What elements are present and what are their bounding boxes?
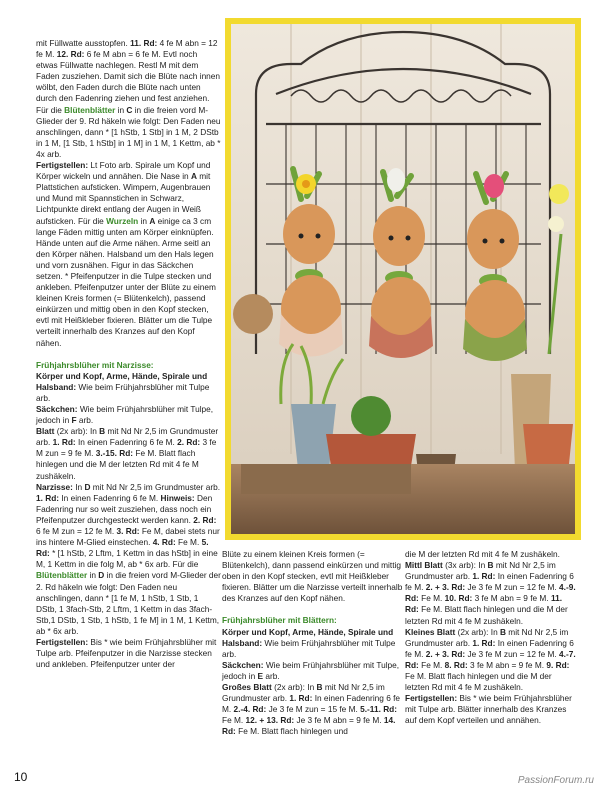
paragraph-body-parts-2: Körper und Kopf, Arme, Hände, Spirale und Halsband: Wie beim Frühjahrsblüher mit Tulpe arb. [222, 626, 396, 659]
paragraph-small-leaf: Kleines Blatt (2x arb): In B mit Nd Nr 2,5 im Grundmuster arb. 1. Rd: In einen Fadenring 6 fe M. 2. + 3. Rd: Je 3 fe M zun = 12 fe M. 4.-7. Rd: Fe M. 8. Rd: 3 fe M abn = 9 fe M. 9. Rd: Fe M. Blatt flach hinlegen und die M der letzten Rd mit 4 fe M zushäkeln. [405, 626, 576, 693]
middle-column [222, 549, 404, 738]
page-number: 10 [14, 770, 28, 784]
watermark: PassionForum.ru [517, 775, 594, 786]
section-heading-leaves: Frühjahrsblüher mit Blättern: [222, 615, 337, 626]
paragraph-finishing: Fertigstellen: Lt Foto arb. Spirale um Kopf und Körper wickeln und annähen. Die Nase in A mit Plattstichen aufsticken. Wimpern, Augenbrauen und Mund mit Spannstichen in Schwarz, Lichtpunkte direkt entlang der Augen in Weiß aufsticken. Für die Wurzeln in A einige ca 3 cm lange Fäden mittig unten am Körper einknüpfen. Hände unten auf die Arme nähen. Arme seitl an den Körper nähen. Halsband um den Hals legen und vorn zusnähen. Figur in das Säckchen setzen. * Pfeifenputzer in die Tulpe stecken und ankleben. Pfeifenputzer unter der Blüte zu einem kleinen Kreis formen (= Blütenkelch), passend einkürzen und mittig oben in den Kopf stecken, evtl mit Heißkleber fixieren. Blätter um die Tulpe verteilt innerhalb des Kranzes auf den Kopf nähen. [36, 160, 216, 348]
left-column [36, 38, 221, 670]
paragraph-middle-leaf: Mittl Blatt (3x arb): In B mit Nd Nr 2,5 im Grundmuster arb. 1. Rd: In einen Fadenring 6 fe M. 2. + 3. Rd: Je 3 fe M zun = 12 fe M. 4.-9. Rd: Fe M. 10. Rd: 3 fe M abn = 9 fe M. 11. Rd: Fe M. Blatt flach hinlegen und die M der letzten Rd mit 4 fe M zushäkeln. [405, 560, 576, 626]
paragraph-finishing-leaves: Fertigstellen: Bis * wie beim Frühjahrsblüher mit Tulpe arb. Blätter innerhalb des Kranzes auf dem Kopf verteilen und annähen. [405, 693, 572, 726]
photo-frame [225, 18, 581, 540]
paragraph-finishing-narcissus: Fertigstellen: Bis * wie beim Frühjahrsblüher mit Tulpe arb. Pfeifenputzer in die Narzisse stecken und ankleben. Pfeifenputzer unter der [36, 636, 217, 670]
paragraph-large-leaf-cont: die M der letzten Rd mit 4 fe M zushäkeln. [405, 549, 560, 559]
paragraph-bag-2: Säckchen: Wie beim Frühjahrsblüher mit Tulpe, jedoch in E arb. [222, 659, 400, 681]
paragraph-leaf: Blatt (2x arb): In B mit Nd Nr 2,5 im Grundmuster arb. 1. Rd: In einen Fadenring 6 fe M. 2. Rd: 3 fe M zun = 9 fe M. 3.-15. Rd: Fe M. Blatt flach hinlegen und die M der letzten Rd mit 4 fe M zushäkeln. [36, 426, 219, 481]
paragraph-large-leaf: Großes Blatt (2x arb): In B mit Nd Nr 2,5 im Grundmuster arb. 1. Rd: In einen Fadenring 6 fe M. 2.-4. Rd: Je 3 fe M zun = 15 fe M. 5.-11. Rd: Fe M. 12. + 13. Rd: Je 3 fe M abn = 9 fe M. 14. Rd: Fe M. Blatt flach hinlegen und [222, 682, 401, 737]
right-column [405, 549, 577, 727]
paragraph-narcissus-finish-cont: Blüte zu einem kleinen Kreis formen (= Blütenkelch), dann passend einkürzen und mittig oben in den Kopf stecken, evtl mit Heißkleber fixieren. Blätter um die Narzisse verteilt innerhalb des Kranzes auf den Kopf nähen. [222, 549, 403, 604]
paragraph-body-parts: Körper und Kopf, Arme, Hände, Spirale und Halsband: Wie beim Frühjahrsblüher mit Tulpe arb. [36, 370, 210, 403]
crochet-dolls-photo [231, 24, 575, 534]
paragraph-bag: Säckchen: Wie beim Frühjahrsblüher mit Tulpe, jedoch in F arb. [36, 404, 214, 426]
photo-illustration [231, 24, 575, 534]
paragraph-blossom-finish: mit Füllwatte ausstopfen. 11. Rd: 4 fe M abn = 12 fe M. 12. Rd: 6 fe M abn = 6 fe M. Evtl noch etwas Füllwatte nachlegen. Restl M mit dem Faden zusziehen. Damit sich die Blüte nach innen wölbt, den Faden durch die Blüte nach unten durch den Fadenring ziehen und fest anziehen. Für die Blütenblätter in C in die freien vord M-Glieder der 9. Rd häkeln wie folgt: Den Faden neu anschlingen, dann * [1 hStb, 1 Stb] in 1 M, 2 DStb in 1 M, [1 Stb, 1 hStb] in 1 M] in 1 M, 1 Kettm, ab * 4x arb. [36, 38, 221, 159]
paragraph-narcissus: Narzisse: In D mit Nd Nr 2,5 im Grundmuster arb. 1. Rd: In einen Fadenring 6 fe M. Hinweis: Den Fadenring nur so weit zusziehen, dass noch ein Pfeifenputzer durchgesteckt werden kann. 2. Rd: 6 fe M zun = 12 fe M. 3. Rd: Fe M, dabei stets nur ins hintere M-Glied einstechen. 4. Rd: Fe M. 5. Rd: * [1 hStb, 2 Lftm, 1 Kettm in das hStb] in eine M, 1 Kettm in die folg M, ab * 6x arb. Für die Blütenblätter in D in die freien vord M-Glieder der 2. Rd häkeln wie folgt: Den Faden neu anschlingen, dann * [1 fe M, 1 hStb, 1 Stb, 1 DStb, 1 3fach-Stb, 2 Lftm, 1 Kettm in das 3fach-Stb,1 DStb, 1 Stb, 1 hStb, 1 fe M] in 1 M, 1 Kettm, ab * 6x arb. [36, 481, 221, 636]
section-heading-narcissus: Frühjahrsblüher mit Narzisse: [36, 359, 154, 370]
